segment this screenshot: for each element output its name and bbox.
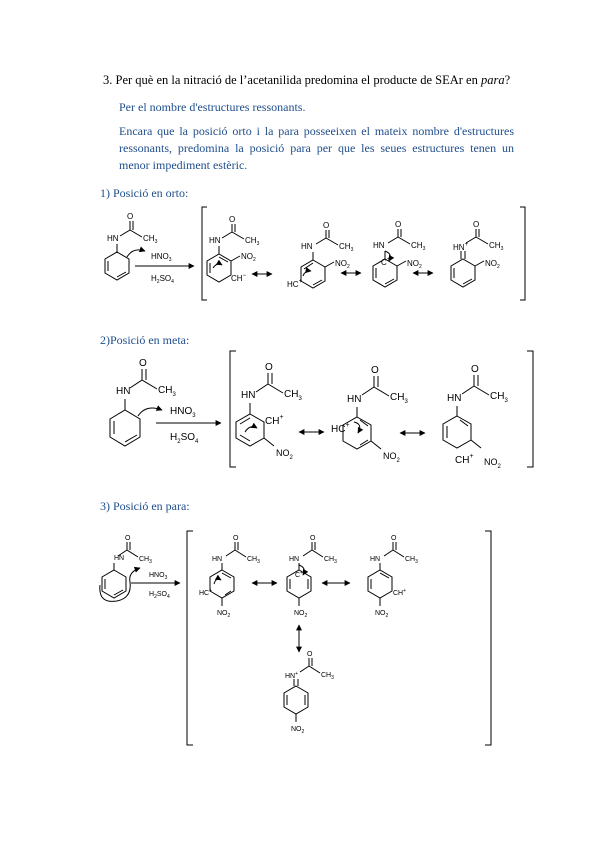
para-ch3: CH [139, 556, 150, 563]
svg-text:H2SO4 [149, 591, 170, 600]
svg-text:CH3 [411, 241, 426, 252]
meta-r2-hn: HN [347, 394, 362, 405]
para-resonance-4 [284, 651, 334, 735]
svg-text:H2SO4 [151, 274, 174, 285]
para-r1-ch3: CH [247, 556, 258, 563]
svg-text:CH3 [489, 241, 504, 252]
svg-text:CH− [231, 273, 247, 283]
orto-r4-no2-sub: 2 [497, 264, 500, 270]
svg-text:CH3 [321, 672, 334, 681]
para-r2-no2-sub: 2 [304, 613, 308, 619]
orto-r4-hn: HN [453, 243, 465, 252]
orto-r3-ch3: CH [411, 241, 423, 250]
meta-r1-charge: + [279, 414, 284, 421]
section-meta-title: 2)Posició en meta: [100, 333, 190, 347]
orto-resonance-2 [287, 221, 354, 289]
para-hno3: HNO [149, 572, 165, 579]
meta-h2so4-sub4: 4 [195, 439, 199, 445]
para-h2so4-sub4: 4 [166, 594, 170, 600]
orto-r4-charge: + [464, 242, 469, 248]
meta-r3-ch3: CH [490, 391, 505, 402]
meta-h2so4-so: SO [180, 432, 196, 443]
meta-h2so4-h: H [170, 432, 178, 443]
meta-h2so4-sub2: 2 [177, 439, 181, 445]
meta-r3-ch3-sub: 3 [504, 398, 508, 404]
para-r3-hn: HN [370, 556, 381, 563]
meta-hn: HN [116, 386, 131, 397]
meta-r3-o: O [471, 364, 479, 375]
para-r2-ch3: CH [324, 556, 335, 563]
para-r2-ch3-sub: 3 [334, 559, 337, 565]
para-r3-ch3-sub: 3 [415, 559, 418, 565]
meta-r3-ch: CH [455, 455, 470, 466]
meta-r2-no2: NO [383, 451, 397, 461]
meta-r1-hn: HN [241, 390, 256, 401]
meta-hno3: HNO [170, 406, 193, 417]
meta-resonance-3 [443, 364, 508, 470]
svg-text:NO2 [335, 259, 350, 270]
para-r2-no2: NO [294, 610, 305, 617]
para-r1-no2-sub: 2 [227, 613, 231, 619]
meta-r1-o: O [265, 362, 273, 373]
orto-resonance-3 [373, 220, 426, 287]
para-r1-hc: HC [199, 590, 210, 597]
para-r4-no2: NO [291, 726, 302, 733]
para-resonance-3 [368, 535, 418, 619]
svg-text:C+ [381, 257, 391, 267]
para-r3-charge: + [403, 588, 407, 594]
svg-text:CH3 [339, 242, 354, 253]
svg-text:NO2 [485, 259, 500, 270]
svg-text:CH3 [490, 391, 508, 404]
svg-text:CH+ [455, 453, 474, 466]
svg-text:NO2 [383, 451, 401, 464]
orto-h2so4-h: H [151, 274, 157, 283]
svg-text:HNO3 [149, 572, 168, 581]
orto-h2so4-sub2: 2 [156, 279, 160, 285]
meta-r1-ch3-sub: 3 [298, 396, 302, 402]
svg-text:CH3 [284, 389, 302, 402]
meta-o: O [139, 358, 147, 369]
meta-r3-charge: + [469, 453, 474, 460]
meta-r3-hn: HN [447, 393, 462, 404]
svg-text:HN+ [453, 242, 469, 252]
orto-hno3-label: HNO [151, 252, 169, 261]
meta-r3-no2: NO [484, 457, 498, 467]
para-r2-hn: HN [289, 556, 300, 563]
para-acetanilide [100, 535, 155, 601]
orto-r1-no2: NO [241, 252, 253, 261]
meta-r2-o: O [371, 365, 379, 376]
svg-text:NO2 [291, 726, 305, 735]
meta-bracket-left [230, 351, 236, 467]
meta-hno3-sub: 3 [192, 413, 196, 419]
svg-text:CH3 [247, 556, 260, 565]
para-r3-ch3: CH [405, 556, 416, 563]
para-r4-hn: HN [285, 673, 296, 680]
orto-r1-hn: HN [209, 236, 221, 245]
section-orto-title: 1) Posició en orto: [100, 186, 189, 200]
meta-r2-ch3-sub: 3 [404, 399, 408, 405]
orto-resonance-1 [207, 215, 260, 283]
para-r4-o: O [307, 651, 313, 658]
orto-resonance-4 [451, 220, 504, 287]
orto-o-label: O [127, 212, 134, 221]
orto-r1-no2-sub: 2 [253, 257, 256, 263]
svg-text:CH3 [143, 234, 158, 245]
orto-r1-ch: CH [231, 274, 243, 283]
para-o: O [125, 535, 131, 542]
orto-r1-charge: − [242, 273, 247, 279]
para-h2so4-sub2: 2 [154, 594, 157, 600]
orto-h2so4-sub4: 4 [171, 279, 174, 285]
answer-short: Per el nombre d'estructures ressonants. [119, 100, 306, 114]
para-r2-c: C [295, 572, 301, 579]
meta-resonance-2 [331, 365, 408, 464]
para-r1-no2: NO [217, 610, 228, 617]
meta-r1-no2: NO [276, 448, 290, 458]
orto-r2-o: O [323, 221, 330, 230]
para-resonance-1 [199, 535, 260, 619]
para-hno3-sub: 3 [164, 575, 168, 581]
meta-r2-charge: + [345, 422, 350, 429]
orto-r3-c: C [381, 258, 387, 267]
orto-r4-ch3-sub: 3 [500, 246, 504, 252]
svg-text:NO2 [217, 610, 231, 619]
svg-text:CH3 [245, 236, 260, 247]
meta-scheme [110, 351, 533, 470]
orto-r3-hn: HN [373, 241, 385, 250]
svg-text:HNO3 [151, 252, 172, 263]
meta-r1-ch3: CH [284, 389, 299, 400]
orto-r2-no2-sub: 2 [347, 264, 350, 270]
orto-r3-no2-sub: 2 [419, 264, 422, 270]
orto-acetanilide [105, 212, 158, 280]
svg-text:CH+ [265, 414, 284, 427]
orto-r2-hc: HC [287, 280, 299, 289]
orto-r3-charge: + [386, 257, 391, 263]
meta-r3-no2-sub: 2 [497, 464, 501, 470]
para-r4-ch3: CH [321, 672, 332, 679]
question-text: Per què en la nitració de l’acetanilida predomina el producte de SEAr en [115, 73, 481, 87]
svg-text:CH3 [324, 556, 337, 565]
para-r3-no2-sub: 2 [385, 613, 389, 619]
question-italic-para: para [480, 73, 505, 87]
orto-r2-charge: + [298, 279, 303, 285]
para-r3-ch: CH [393, 590, 404, 597]
orto-r2-ch3-sub: 3 [350, 247, 354, 253]
svg-text:CH3 [139, 556, 152, 565]
orto-r1-o: O [229, 215, 236, 224]
meta-r2-ch3: CH [390, 392, 405, 403]
orto-r3-ch3-sub: 3 [422, 246, 426, 252]
para-bracket-right [485, 531, 491, 745]
orto-r1-ch3-sub: 3 [256, 241, 260, 247]
orto-r2-ch3: CH [339, 242, 351, 251]
svg-text:HNO3 [170, 406, 196, 419]
meta-ch3-sub: 3 [172, 392, 176, 398]
orto-h2so4-so: SO [159, 274, 172, 283]
orto-hn-label: HN [107, 234, 119, 243]
svg-text:NO2 [407, 259, 422, 270]
orto-r3-o: O [395, 220, 402, 229]
para-r3-o: O [391, 535, 397, 542]
para-hn: HN [114, 555, 125, 562]
svg-text:HC+ [287, 279, 303, 289]
orto-bracket-right [520, 207, 525, 300]
svg-text:HC+ [331, 422, 350, 435]
meta-acetanilide [110, 358, 176, 446]
para-r2-o: O [310, 535, 316, 542]
meta-r1-ch: CH [265, 416, 280, 427]
para-r1-hn: HN [212, 556, 223, 563]
svg-text:H2SO4 [170, 432, 199, 445]
svg-text:CH3 [158, 385, 176, 398]
orto-scheme [105, 207, 525, 300]
para-r3-no2: NO [375, 610, 386, 617]
svg-text:NO2 [375, 610, 389, 619]
orto-ch3-sub: 3 [154, 239, 158, 245]
svg-text:NO2 [241, 252, 256, 263]
para-bracket-left [187, 531, 193, 745]
para-ch3-sub: 3 [149, 559, 152, 565]
svg-text:NO2 [484, 457, 502, 470]
para-r4-charge: + [295, 671, 299, 677]
svg-text:CH3 [405, 556, 418, 565]
meta-r2-hc: HC [331, 424, 346, 435]
orto-r2-hn: HN [301, 242, 313, 251]
para-scheme [100, 531, 491, 745]
orto-r2-no2: NO [335, 259, 347, 268]
orto-r4-o: O [473, 220, 480, 229]
svg-text:C+ [295, 570, 303, 579]
section-para-title: 3) Posició en para: [100, 499, 190, 513]
orto-ch3-label: CH [143, 234, 155, 243]
orto-r1-ch3: CH [245, 236, 257, 245]
para-r1-o: O [233, 535, 239, 542]
meta-resonance-1 [236, 362, 302, 461]
orto-hno3-sub: 3 [168, 257, 172, 263]
svg-text:NO2 [294, 610, 308, 619]
svg-text:HC+ [199, 588, 212, 597]
para-r1-charge: + [209, 588, 213, 594]
para-h2so4-h: H [149, 591, 155, 598]
meta-bracket-right [527, 351, 533, 467]
question-number: 3. [103, 73, 113, 87]
orto-r4-no2: NO [485, 259, 497, 268]
orto-r4-ch3: CH [489, 241, 501, 250]
answer-paragraph: Encara que la posició orto i la para posseeixen el mateix nombre d'estructures ressonants, predomina la posició para per que les seues estructures tenen un menor impediment estèric. [119, 124, 514, 172]
para-resonance-2 [287, 535, 337, 619]
meta-ch3: CH [158, 385, 173, 396]
question-mark: ? [504, 73, 511, 87]
para-r2-charge: + [300, 570, 303, 576]
svg-text:CH3 [390, 392, 408, 405]
orto-r3-no2: NO [407, 259, 419, 268]
para-r4-no2-sub: 2 [301, 729, 305, 735]
meta-r2-no2-sub: 2 [396, 458, 400, 464]
svg-text:NO2 [276, 448, 294, 461]
meta-r1-no2-sub: 2 [289, 455, 293, 461]
svg-text:CH+ [393, 588, 406, 597]
para-h2so4-so: SO [156, 591, 167, 598]
para-r1-ch3-sub: 3 [257, 559, 260, 565]
svg-text:HN+ [285, 671, 298, 680]
para-r4-ch3-sub: 3 [331, 675, 334, 681]
orto-bracket-left [202, 207, 207, 300]
